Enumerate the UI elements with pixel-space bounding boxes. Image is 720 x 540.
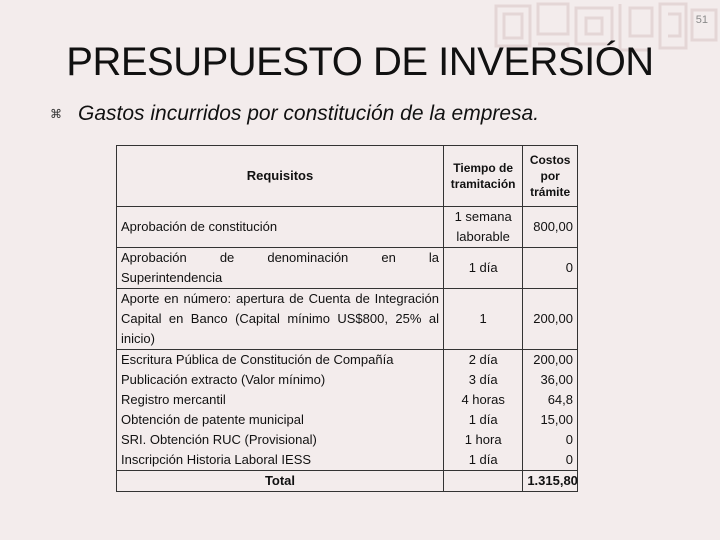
group-requisitos	[117, 350, 444, 471]
row-tiempo: 1	[443, 289, 522, 350]
slide-number: 51	[695, 14, 708, 26]
list-item: 200,00	[533, 352, 573, 367]
total-empty	[443, 471, 522, 492]
row-costo: 800,00	[523, 207, 578, 248]
header-requisitos: Requisitos	[117, 146, 444, 207]
total-row	[117, 471, 578, 492]
list-item: Inscripción Historia Laboral IESS	[121, 452, 312, 467]
row-costo: 200,00	[523, 289, 578, 350]
list-item: 0	[565, 452, 573, 467]
list-item: 3 día	[468, 372, 498, 387]
row-requisito: Aprobación de constitución	[117, 207, 444, 248]
row-requisito-line: Aprobación de denominación en la	[121, 250, 439, 265]
list-item: 4 horas	[461, 392, 505, 407]
slide-title: PRESUPUESTO DE INVERSIÓN	[66, 40, 654, 84]
list-item: 1 día	[468, 452, 498, 467]
list-item: Obtención de patente municipal	[121, 412, 304, 427]
list-item: 1 día	[468, 412, 498, 427]
total-label: Total	[117, 471, 444, 492]
investment-table	[116, 145, 578, 492]
row-requisito-line: Superintendencia	[121, 270, 223, 285]
list-item: 2 día	[468, 352, 498, 367]
row-requisito: Aporte en número: apertura de Cuenta de Integración Capital en Banco (Capital mínimo US$800, 25% al inicio)	[117, 289, 444, 350]
command-key-icon: ⌘	[50, 107, 62, 121]
list-item: SRI. Obtención RUC (Provisional)	[121, 432, 317, 447]
row-requisito	[117, 248, 444, 289]
group-tiempos	[443, 350, 522, 471]
row-tiempo: 1 día	[443, 248, 522, 289]
table-row-group	[117, 350, 578, 471]
table-row	[117, 207, 578, 248]
subtitle-bullet	[50, 102, 539, 126]
subtitle: Gastos incurridos por constitución de la empresa.	[78, 102, 540, 125]
table-row	[117, 248, 578, 289]
total-value: 1.315,80	[523, 471, 578, 492]
group-costos	[523, 350, 578, 471]
row-tiempo: 1 semana laborable	[443, 207, 522, 248]
row-costo: 0	[523, 248, 578, 289]
list-item: 64,8	[547, 392, 573, 407]
list-item: Publicación extracto (Valor mínimo)	[121, 372, 326, 387]
table-row	[117, 289, 578, 350]
list-item: 1 hora	[464, 432, 502, 447]
header-tiempo: Tiempo de tramitación	[443, 146, 522, 207]
list-item: Escritura Pública de Constitución de Compañía	[121, 352, 394, 367]
list-item: 0	[565, 432, 573, 447]
list-item: Registro mercantil	[121, 392, 226, 407]
list-item: 15,00	[540, 412, 573, 427]
list-item: 36,00	[540, 372, 573, 387]
table-header-row	[117, 146, 578, 207]
header-costos: Costos por trámite	[523, 146, 578, 207]
